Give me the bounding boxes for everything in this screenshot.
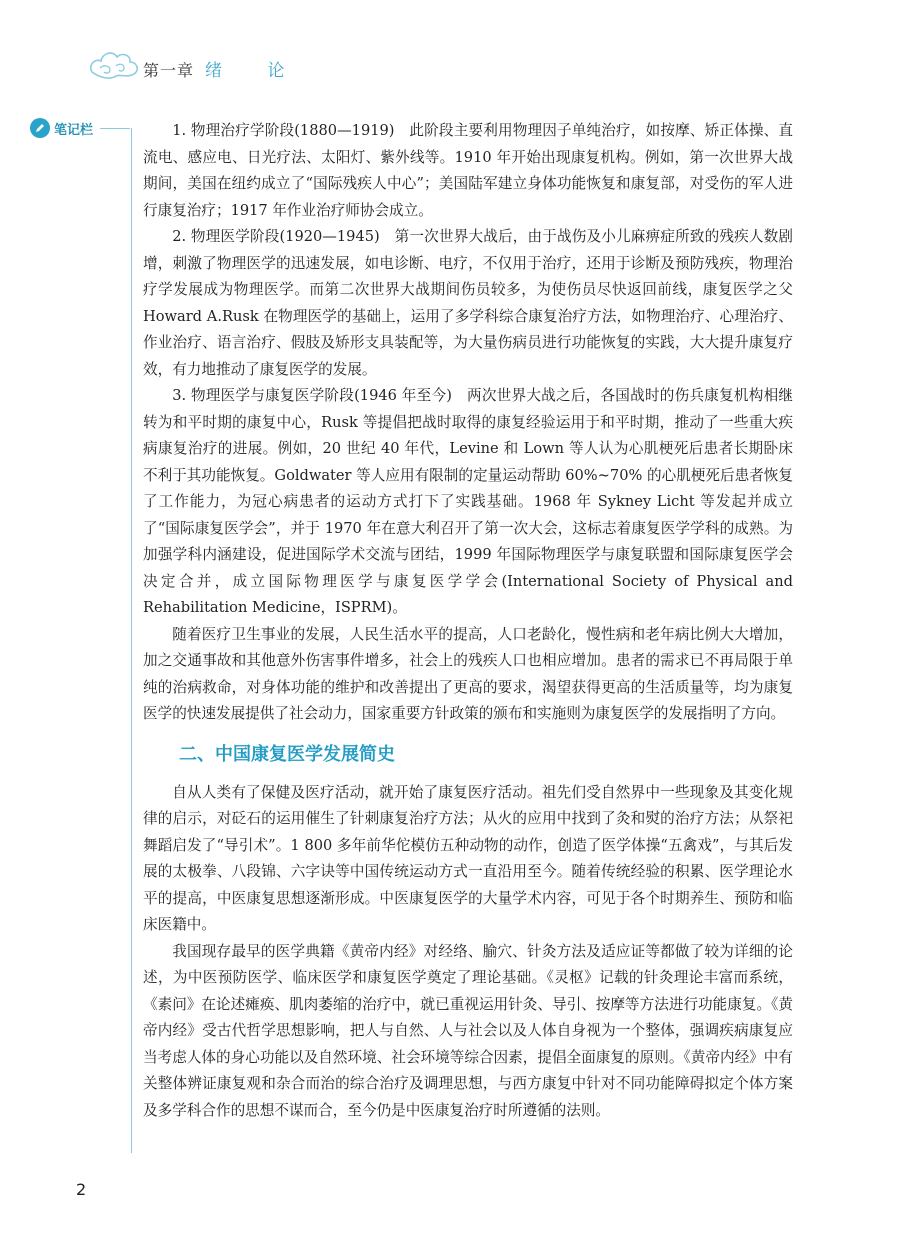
main-content xyxy=(143,118,793,1124)
section-heading: 二、中国康复医学发展简史 xyxy=(179,743,395,765)
chapter-label: 第一章 xyxy=(143,61,195,80)
paragraph-stage-2: 2. 物理医学阶段(1920—1945) 第一次世界大战后，由于战伤及小儿麻痹症所致的残疾人数剧增，刺激了物理医学的迅速发展，如电诊断、电疗，不仅用于治疗，还用于诊断及预防残疾，物理治疗学发展成为物理医学。而第二次世界大战期间伤员较多，为使伤员尽快返回前线，康复医学之父 Howard A.Rusk 在物理医学的基础上，运用了多学科综合康复治疗方法，如物理治疗、心理治疗、作业治疗、语言治疗、假肢及矫形支具装配等，为大量伤病员进行功能恢复的实践，大大提升康复疗效，有力地推动了康复医学的发展。 xyxy=(143,228,793,378)
chapter-title: 绪 论 xyxy=(205,61,305,81)
paragraph-social-development: 随着医疗卫生事业的发展，人民生活水平的提高，人口老龄化，慢性病和老年病比例大大增加，加之交通事故和其他意外伤害事件增多，社会上的残疾人口也相应增加。患者的需求已不再局限于单纯的治病救命，对身体功能的维护和改善提出了更高的要求，渴望获得更高的生活质量等，均为康复医学的快速发展提供了社会动力，国家重要方针政策的颁布和实施则为康复医学的发展指明了方向。 xyxy=(143,625,793,722)
paragraph-stage-1: 1. 物理治疗学阶段(1880—1919) 此阶段主要利用物理因子单纯治疗，如按摩、矫正体操、直流电、感应电、日光疗法、太阳灯、紫外线等。1910 年开始出现康复机构。例如，第一次世界大战期间，美国在纽约成立了“国际残疾人中心”；美国陆军建立身体功能恢复和康复部，对受伤的军人进行康复治疗；1917 年作业治疗师协会成立。 xyxy=(143,122,793,219)
cloud-logo-icon xyxy=(86,44,142,84)
page-header xyxy=(0,0,900,100)
notes-badge xyxy=(30,118,93,138)
page-number: 2 xyxy=(76,1180,87,1199)
paragraph-huangdi-neijing: 我国现存最早的医学典籍《黄帝内经》对经络、腧穴、针灸方法及适应证等都做了较为详细的论述，为中医预防医学、临床医学和康复医学奠定了理论基础。《灵枢》记载的针灸理论丰富而系统，《素问》在论述瘫痪、肌肉萎缩的治疗中，就已重视运用针灸、导引、按摩等方法进行功能康复。《黄帝内经》受古代哲学思想影响，把人与自然、人与社会以及人体自身视为一个整体，强调疾病康复应当考虑人体的身心功能以及自然环境、社会环境等综合因素，提倡全面康复的原则。《黄帝内经》中有关整体辨证康复观和杂合而治的综合治疗及调理思想，与西方康复中针对不同功能障碍拟定个体方案及多学科合作的思想不谋而合，至今仍是中医康复治疗时所遵循的法则。 xyxy=(143,942,793,1119)
pencil-note-icon xyxy=(30,118,50,138)
notes-label: 笔记栏 xyxy=(54,122,94,138)
notes-rule xyxy=(100,128,130,129)
paragraph-ancient-origins: 自从人类有了保健及医疗活动，就开始了康复医疗活动。祖先们受自然界中一些现象及其变化规律的启示，对砭石的运用催生了针刺康复治疗方法；从火的应用中找到了灸和熨的治疗方法；从祭祀舞蹈启发了“导引术”。1 800 多年前华佗模仿五种动物的动作，创造了医学体操“五禽戏”，与其后发展的太极拳、八段锦、六字诀等中国传统运动方式一直沿用至今。随着传统经验的积累、医学理论水平的提高，中医康复思想逐渐形成。中医康复医学的大量学术内容，可见于各个时期养生、预防和临床医籍中。 xyxy=(143,783,793,933)
paragraph-stage-3: 3. 物理医学与康复医学阶段(1946 年至今) 两次世界大战之后，各国战时的伤兵康复机构相继转为和平时期的康复中心，Rusk 等提倡把战时取得的康复经验运用于和平时期，推动了一些重大疾病康复治疗的进展。例如，20 世纪 40 年代，Levine 和 Lown 等人认为心肌梗死后患者长期卧床不利于其功能恢复。Goldwater 等人应用有限制的定量运动帮助 60%~70% 的心肌梗死后患者恢复了工作能力，为冠心病患者的运动方式打下了实践基础。1968 年 Sykney Licht 等发起并成立了“国际康复医学会”，并于 1970 年在意大利召开了第一次大会，这标志着康复医学学科的成熟。为加强学科内涵建设，促进国际学术交流与团结，1999 年国际物理医学与康复联盟和国际康复医学会决定合并，成立国际物理医学与康复医学学会(International Society of Physical and Rehabilitation Medicine，ISPRM)。 xyxy=(143,387,793,616)
margin-divider xyxy=(131,128,132,1153)
notes-sidebar xyxy=(30,118,93,138)
